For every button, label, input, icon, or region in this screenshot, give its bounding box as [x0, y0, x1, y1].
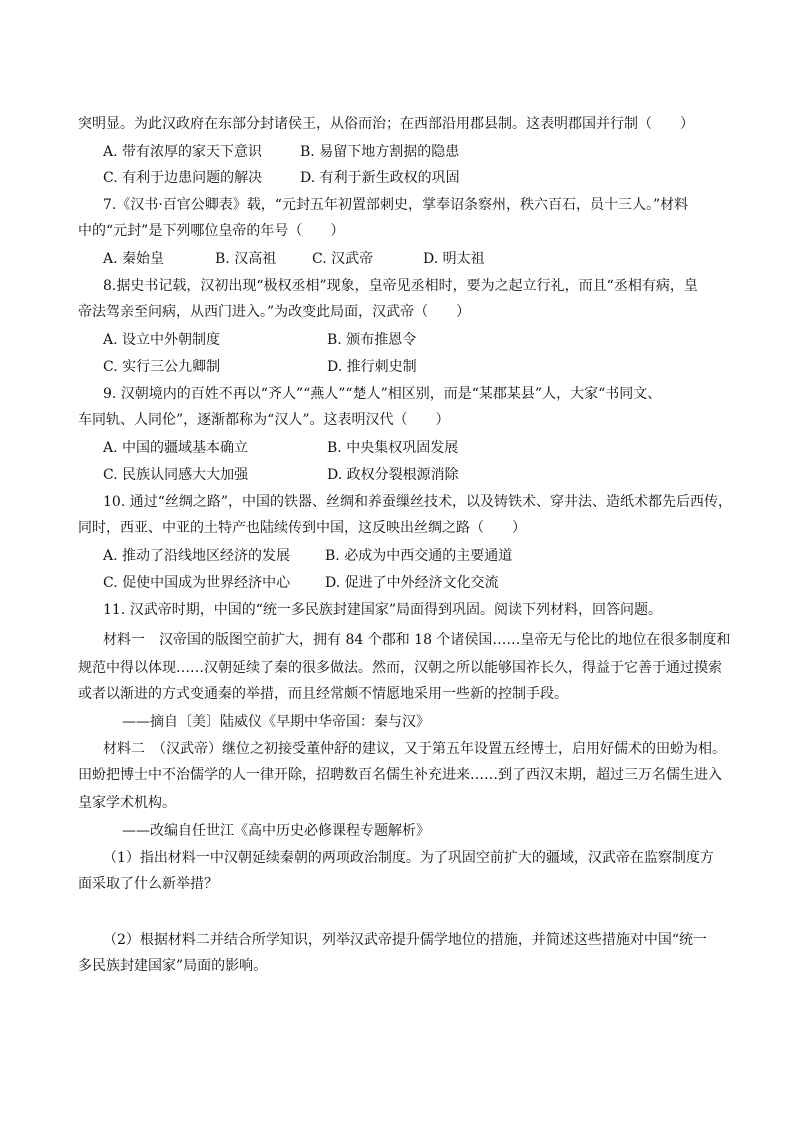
sub-question-1-line2: 面采取了什么新举措？	[78, 876, 218, 892]
sub-question-2-line2: 多民族封建国家”局面的影响。	[78, 958, 268, 974]
option-b: B. 必成为中西交通的主要通道	[325, 548, 513, 564]
question-8-options-row1	[103, 330, 703, 350]
question-11-stem: 11. 汉武帝时期，中国的“统一多民族封建国家”局面得到巩固。阅读下列材料，回答问题。	[103, 602, 663, 618]
material-1-line1: 材料一 汉帝国的版图空前扩大，拥有 84 个郡和 18 个诸侯国……皇帝无与伦比的地位在很多制度和	[103, 632, 731, 648]
option-b: B. 中央集权巩固发展	[327, 440, 459, 456]
option-d: D. 促进了中外经济文化交流	[325, 575, 499, 591]
material-1-line2: 规范中得以体现……汉朝延续了秦的很多做法。然而，汉朝之所以能够国祚长久，得益于它善于通过摸索	[78, 660, 722, 676]
material-2-line1: 材料二 （汉武帝）继位之初接受董仲舒的建议，又于第五年设置五经博士，启用好儒术的田蚡为相。	[103, 741, 726, 757]
question-7-stem-line2: 中的“元封”是下列哪位皇帝的年号（ ）	[78, 223, 345, 239]
question-6-options-row1	[103, 142, 703, 162]
option-c: C. 民族认同感大大加强	[103, 467, 249, 483]
question-6-stem: 突明显。为此汉政府在东部分封诸侯王，从俗而治；在西部沿用郡县制。这表明郡国并行制（ ）	[78, 116, 694, 132]
material-2-line3: 皇家学术机构。	[78, 795, 176, 811]
question-10-stem-line2: 同时，西亚、中亚的土特产也陆续传到中国，这反映出丝绸之路（ ）	[78, 520, 526, 536]
option-c: C. 汉武帝	[312, 251, 374, 267]
question-9-stem-line1: 9. 汉朝境内的百姓不再以“齐人”“燕人”“楚人”相区别，而是“某郡某县”人，大家“书同文、	[103, 386, 662, 402]
sub-question-2-line1: （2）根据材料二并结合所学知识，列举汉武帝提升儒学地位的措施，并简述这些措施对中国“统一	[103, 932, 708, 948]
question-6-options-row2	[103, 168, 703, 188]
option-c: C. 实行三公九卿制	[103, 359, 221, 375]
option-d: D. 推行刺史制	[327, 359, 417, 375]
question-7-options	[103, 249, 703, 269]
question-7-stem-line1: 7.《汉书·百官公卿表》载，“元封五年初置部刺史，掌奉诏条察州，秩六百石，员十三人。”材料	[103, 197, 689, 213]
question-8-stem-line2: 帝法驾亲至问病，从西门进入。”为改变此局面，汉武帝（ ）	[78, 304, 471, 320]
material-2-source: ——改编自任世江《高中历史必修课程专题解析》	[122, 823, 430, 839]
option-d: D. 政权分裂根源消除	[327, 467, 459, 483]
option-d: D. 有利于新生政权的巩固	[300, 170, 460, 186]
question-9-options-row2	[103, 465, 703, 485]
option-d: D. 明太祖	[423, 251, 485, 267]
question-10-stem-line1: 10. 通过“丝绸之路”，中国的铁器、丝绸和养蚕缫丝技术，以及铸铁术、穿井法、造纸术都先后西传，	[103, 494, 733, 510]
question-8-stem-line1: 8.据史书记载，汉初出现“极权丞相”现象，皇帝见丞相时，要为之起立行礼，而且“丞相有病，皇	[103, 278, 698, 294]
option-a: A. 带有浓厚的家天下意识	[103, 144, 263, 160]
question-8-options-row2	[103, 357, 703, 377]
sub-question-1-line1: （1）指出材料一中汉朝延续秦朝的两项政治制度。为了巩固空前扩大的疆域，汉武帝在监察制度方	[103, 850, 714, 866]
material-2-line2: 田蚡把博士中不治儒学的人一律开除，招聘数百名儒生补充进来……到了西汉末期，超过三万名儒生进入	[78, 767, 722, 783]
material-1-line3: 或者以渐进的方式变通秦的举措，而且经常颇不情愿地采用一些新的控制手段。	[78, 686, 568, 702]
option-a: A. 推动了沿线地区经济的发展	[103, 548, 291, 564]
option-c: C. 促使中国成为世界经济中心	[103, 575, 291, 591]
question-9-options-row1	[103, 438, 703, 458]
option-a: A. 秦始皇	[103, 251, 165, 267]
option-b: B. 易留下地方割据的隐患	[300, 144, 460, 160]
question-10-options-row1	[103, 546, 703, 566]
material-1-source: ——摘自〔美〕陆威仪《早期中华帝国：秦与汉》	[122, 714, 430, 730]
option-b: B. 汉高祖	[215, 251, 277, 267]
option-c: C. 有利于边患问题的解决	[103, 170, 263, 186]
option-a: A. 设立中外朝制度	[103, 332, 221, 348]
question-10-options-row2	[103, 573, 703, 593]
question-9-stem-line2: 车同轨、人同伦”，逐渐都称为“汉人”。这表明汉代（ ）	[78, 412, 450, 428]
option-a: A. 中国的疆域基本确立	[103, 440, 249, 456]
option-b: B. 颁布推恩令	[327, 332, 417, 348]
